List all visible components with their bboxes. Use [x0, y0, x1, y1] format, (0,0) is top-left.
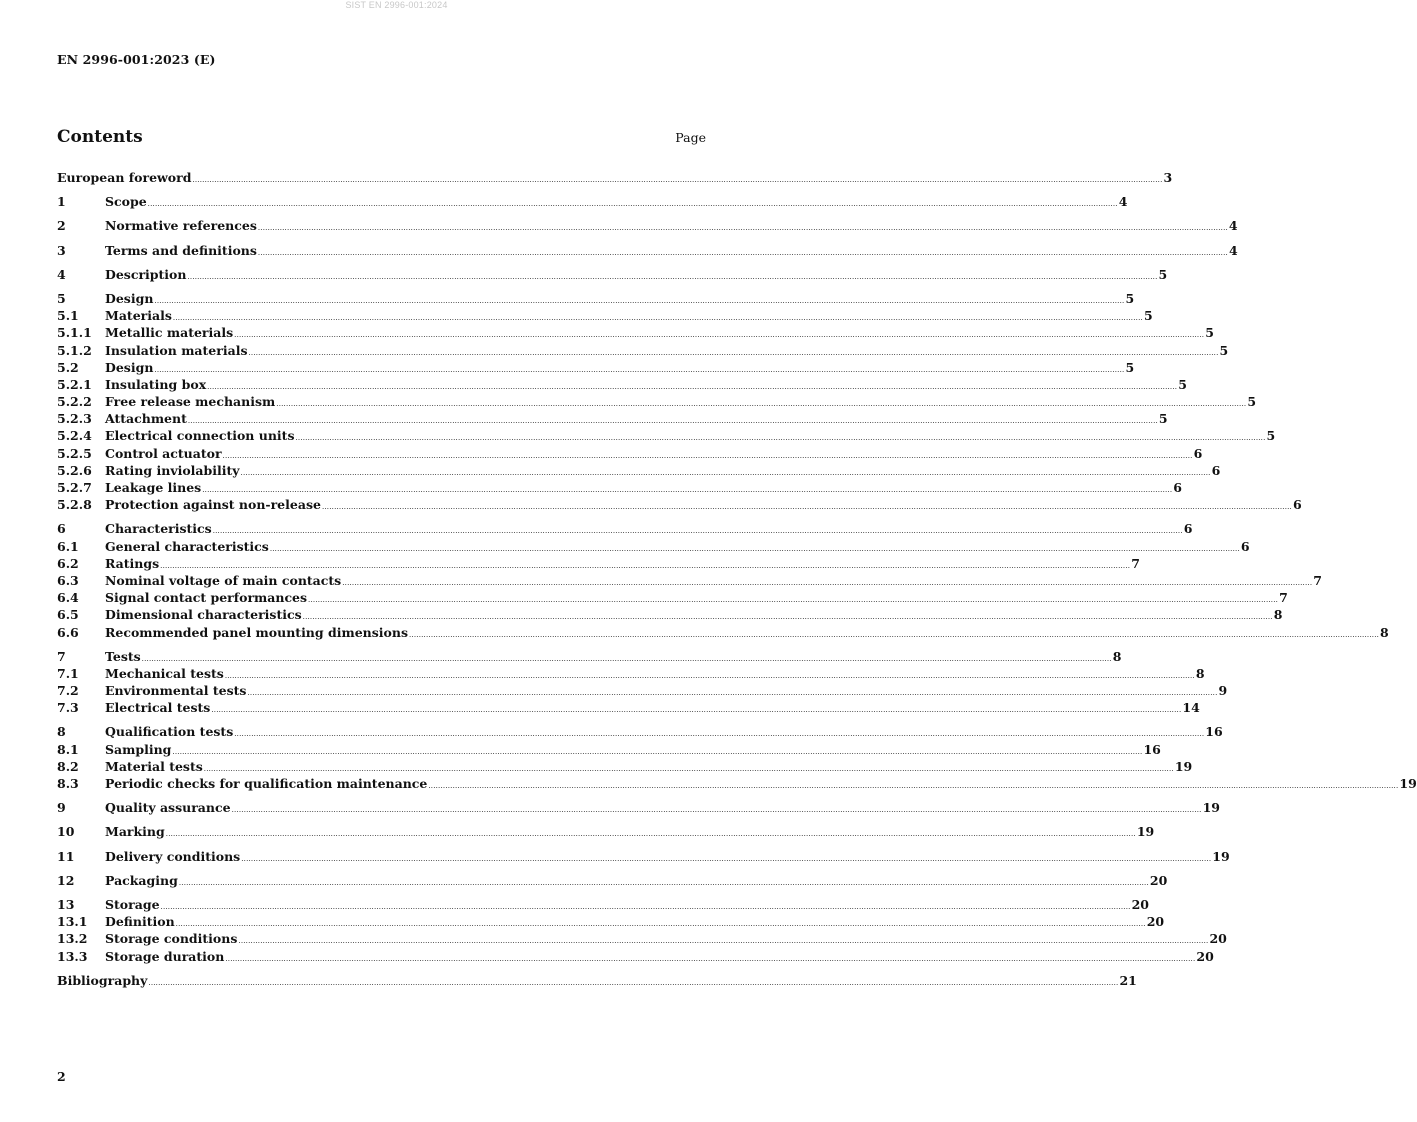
- toc-entry-number: 6.5: [57, 607, 79, 623]
- toc-entry-page: 6: [1193, 445, 1203, 461]
- toc-entry-page: 5: [1178, 376, 1187, 392]
- toc-entry-title: European foreword: [57, 170, 192, 185]
- toc-entry-page: 5: [1125, 290, 1135, 306]
- toc-entry-number: 5.2: [57, 359, 79, 375]
- toc-entry-number: 8.3: [57, 776, 79, 791]
- toc-entry-number: 5.2.7: [57, 480, 92, 495]
- toc-dot-leader: ................................................................................................................................................................................................................................................................................................................................................................................................................: [257, 248, 1228, 257]
- toc-entry[interactable]: [57, 948, 1214, 966]
- toc-entry-title: Insulating box: [105, 376, 207, 392]
- toc-entry-number: 5: [57, 290, 66, 306]
- toc-entry-number: 7.1: [57, 665, 79, 681]
- toc-entry[interactable]: [57, 607, 1283, 624]
- toc-entry-title: Terms and definitions: [105, 242, 257, 258]
- toc-entry-title: Signal contact performances: [105, 590, 308, 606]
- toc-dot-leader: ................................................................................................................................................................................................................................................................................................................................................................................................................: [231, 806, 1202, 815]
- toc-dot-leader: ................................................................................................................................................................................................................................................................................................................................................................................................................: [165, 830, 1136, 839]
- toc-entry-page: 5: [1266, 428, 1276, 444]
- toc-entry-title: Bibliography: [57, 972, 148, 988]
- toc-entry[interactable]: [57, 824, 1155, 841]
- toc-dot-leader: ................................................................................................................................................................................................................................................................................................................................................................................................................: [172, 747, 1143, 756]
- toc-group: [57, 242, 1238, 260]
- toc-entry[interactable]: [57, 555, 1140, 573]
- toc-entry[interactable]: [57, 359, 1135, 377]
- toc-dot-leader: ................................................................................................................................................................................................................................................................................................................................................................................................................: [428, 782, 1399, 790]
- toc-entry[interactable]: [57, 800, 1221, 817]
- toc-entry-title: Control actuator: [105, 445, 222, 461]
- toc-entry-number: 8: [57, 724, 66, 740]
- toc-entry-title: Packaging: [105, 872, 178, 888]
- toc-entry-title: Description: [105, 266, 187, 282]
- toc-dot-leader: ................................................................................................................................................................................................................................................................................................................................................................................................................: [409, 630, 1380, 639]
- toc-entry-number: 5.2.6: [57, 462, 92, 478]
- toc-entry-title: Storage conditions: [105, 931, 238, 947]
- toc-entry-title: Environmental tests: [105, 683, 247, 699]
- toc-dot-leader: ................................................................................................................................................................................................................................................................................................................................................................................................................: [295, 434, 1266, 443]
- toc-entry-page: 20: [1196, 948, 1214, 964]
- toc-entry-title: Periodic checks for qualification maintenance: [105, 776, 428, 791]
- toc-entry-page: 6: [1292, 497, 1302, 513]
- toc-entry-number: 6.6: [57, 624, 79, 640]
- toc-entry[interactable]: [57, 741, 1161, 759]
- toc-dot-leader: ................................................................................................................................................................................................................................................................................................................................................................................................................: [302, 613, 1273, 622]
- toc-group: [57, 800, 1221, 817]
- toc-dot-leader: ................................................................................................................................................................................................................................................................................................................................................................................................................: [147, 200, 1118, 209]
- toc-dot-leader: ................................................................................................................................................................................................................................................................................................................................................................................................................: [141, 654, 1112, 663]
- toc-entry[interactable]: [57, 972, 1137, 990]
- toc-entry-number: 5.1: [57, 308, 79, 324]
- toc-group: [57, 896, 1227, 966]
- toc-entry[interactable]: [57, 462, 1221, 480]
- toc-entry-title: Insulation materials: [105, 342, 248, 358]
- toc-entry[interactable]: [57, 521, 1193, 538]
- toc-entry-page: 20: [1146, 914, 1165, 930]
- toc-entry[interactable]: [57, 872, 1168, 890]
- toc-entry-title: Electrical tests: [105, 700, 211, 716]
- toc-dot-leader: ................................................................................................................................................................................................................................................................................................................................................................................................................: [148, 978, 1119, 987]
- toc-dot-leader: ................................................................................................................................................................................................................................................................................................................................................................................................................: [276, 400, 1247, 409]
- toc-entry-number: 7: [57, 648, 66, 664]
- toc-entry-title: Scope: [105, 194, 147, 210]
- toc-entry-page: 4: [1228, 218, 1238, 234]
- toc-entry-page: 19: [1212, 848, 1230, 864]
- toc-entry-page: 6: [1240, 538, 1250, 554]
- toc-dot-leader: ................................................................................................................................................................................................................................................................................................................................................................................................................: [160, 902, 1131, 911]
- toc-dot-leader: ................................................................................................................................................................................................................................................................................................................................................................................................................: [238, 937, 1209, 946]
- toc-entry-number: 6.4: [57, 590, 79, 606]
- toc-dot-leader: ................................................................................................................................................................................................................................................................................................................................................................................................................: [342, 578, 1313, 587]
- toc-group: [57, 724, 1417, 793]
- toc-dot-leader: ................................................................................................................................................................................................................................................................................................................................................................................................................: [222, 451, 1193, 460]
- toc-entry-number: 11: [57, 848, 75, 864]
- toc-entry-title: Leakage lines: [105, 480, 202, 495]
- toc-entry-title: Sampling: [105, 741, 172, 757]
- toc-entry-number: 5.2.4: [57, 428, 92, 444]
- toc-entry[interactable]: [57, 170, 1173, 187]
- toc-entry-number: 5.2.2: [57, 394, 92, 410]
- toc-entry-number: 5.2.3: [57, 411, 92, 427]
- toc-entry-title: Definition: [105, 914, 175, 930]
- toc-dot-leader: ................................................................................................................................................................................................................................................................................................................................................................................................................: [241, 854, 1212, 863]
- toc-entry-title: Rating inviolability: [105, 462, 240, 478]
- toc-entry-title: Mechanical tests: [105, 665, 224, 681]
- page-number: 2: [57, 1069, 66, 1084]
- toc-entry[interactable]: [57, 242, 1238, 260]
- toc-entry[interactable]: [57, 648, 1122, 666]
- toc-entry[interactable]: [57, 325, 1214, 342]
- toc-entry-number: 8.2: [57, 758, 79, 774]
- toc-entry-title: Ratings: [105, 555, 160, 571]
- toc-entry-page: 6: [1183, 521, 1193, 537]
- toc-entry-title: Electrical connection units: [105, 428, 295, 444]
- toc-group: [57, 972, 1137, 990]
- toc-dot-leader: ................................................................................................................................................................................................................................................................................................................................................................................................................: [187, 272, 1158, 281]
- toc-entry[interactable]: [57, 848, 1230, 866]
- toc-dot-leader: ................................................................................................................................................................................................................................................................................................................................................................................................................: [192, 176, 1163, 184]
- toc-dot-leader: ................................................................................................................................................................................................................................................................................................................................................................................................................: [211, 706, 1182, 715]
- toc-entry[interactable]: [57, 194, 1128, 211]
- toc-entry-page: 6: [1173, 480, 1182, 495]
- toc-dot-leader: ................................................................................................................................................................................................................................................................................................................................................................................................................: [269, 544, 1240, 553]
- toc-entry[interactable]: [57, 931, 1227, 948]
- toc-entry-title: Marking: [105, 824, 165, 840]
- toc-entry[interactable]: [57, 896, 1149, 914]
- toc-entry-number: 6.1: [57, 538, 79, 554]
- toc-entry[interactable]: [57, 914, 1165, 931]
- toc-entry-page: 4: [1228, 242, 1238, 258]
- toc-dot-leader: ................................................................................................................................................................................................................................................................................................................................................................................................................: [224, 671, 1195, 680]
- toc-entry-number: 5.1.2: [57, 342, 92, 358]
- toc-group: [57, 218, 1238, 235]
- toc-group: [57, 290, 1302, 514]
- toc-entry-title: Characteristics: [105, 521, 212, 537]
- toc-dot-leader: ................................................................................................................................................................................................................................................................................................................................................................................................................: [154, 296, 1125, 305]
- toc-entry-title: Attachment: [105, 411, 187, 427]
- toc-dot-leader: ................................................................................................................................................................................................................................................................................................................................................................................................................: [203, 764, 1174, 773]
- toc-dot-leader: ................................................................................................................................................................................................................................................................................................................................................................................................................: [257, 224, 1228, 233]
- toc-entry-page: 5: [1158, 266, 1168, 282]
- toc-entry[interactable]: [57, 480, 1182, 497]
- toc-entry-number: 8.1: [57, 741, 79, 757]
- toc-group: [57, 521, 1389, 641]
- toc-entry-title: Free release mechanism: [105, 394, 276, 410]
- toc-entry-number: 13: [57, 896, 75, 912]
- toc-dot-leader: ................................................................................................................................................................................................................................................................................................................................................................................................................: [202, 486, 1173, 494]
- toc-dot-leader: ................................................................................................................................................................................................................................................................................................................................................................................................................: [308, 596, 1279, 605]
- toc-entry-number: 9: [57, 800, 66, 816]
- toc-entry-page: 5: [1205, 325, 1214, 341]
- toc-entry-number: 5.2.8: [57, 497, 92, 513]
- toc-entry[interactable]: [57, 724, 1223, 741]
- toc-group: [57, 648, 1228, 718]
- toc-entry-title: Normative references: [105, 218, 257, 234]
- toc-entry-page: 20: [1209, 931, 1227, 947]
- toc-dot-leader: ................................................................................................................................................................................................................................................................................................................................................................................................................: [247, 689, 1218, 698]
- toc-entry[interactable]: [57, 428, 1276, 445]
- toc-entry-title: Protection against non-release: [105, 497, 321, 513]
- toc-dot-leader: ................................................................................................................................................................................................................................................................................................................................................................................................................: [187, 417, 1158, 426]
- toc-entry-page: 20: [1131, 896, 1149, 912]
- toc-entry-page: 3: [1163, 170, 1173, 185]
- watermark: SIST EN 2996-001:2024: [345, 0, 448, 10]
- toc-entry-page: 14: [1182, 700, 1200, 716]
- toc-dot-leader: ................................................................................................................................................................................................................................................................................................................................................................................................................: [172, 314, 1143, 323]
- toc-entry-page: 5: [1247, 394, 1257, 410]
- toc-dot-leader: ................................................................................................................................................................................................................................................................................................................................................................................................................: [175, 920, 1146, 929]
- toc-entry-title: Material tests: [105, 758, 203, 774]
- toc-entry-number: 2: [57, 218, 66, 234]
- toc-entry-title: Delivery conditions: [105, 848, 241, 864]
- toc-group: [57, 194, 1128, 211]
- toc-entry-title: Storage duration: [105, 948, 225, 964]
- toc-entry[interactable]: [57, 590, 1288, 607]
- toc-entry-number: 13.1: [57, 914, 88, 930]
- toc-entry-page: 6: [1211, 462, 1221, 478]
- toc-entry-page: 19: [1399, 776, 1417, 791]
- toc-entry-page: 16: [1143, 741, 1161, 757]
- toc-entry[interactable]: [57, 538, 1250, 556]
- toc-entry-number: 3: [57, 242, 66, 258]
- toc-entry-page: 8: [1112, 648, 1122, 664]
- toc-dot-leader: ................................................................................................................................................................................................................................................................................................................................................................................................................: [234, 730, 1205, 739]
- toc-entry-number: 6.3: [57, 572, 79, 588]
- toc-entry-number: 13.3: [57, 948, 88, 964]
- toc-entry[interactable]: [57, 376, 1187, 394]
- toc-entry-number: 6.2: [57, 555, 79, 571]
- toc-dot-leader: ................................................................................................................................................................................................................................................................................................................................................................................................................: [248, 348, 1219, 357]
- toc-entry-number: 10: [57, 824, 75, 840]
- toc-entry[interactable]: [57, 218, 1238, 235]
- toc-entry-title: Quality assurance: [105, 800, 231, 816]
- toc-entry[interactable]: [57, 342, 1229, 360]
- toc-entry-number: 12: [57, 872, 75, 888]
- toc-entry-page: 5: [1125, 359, 1135, 375]
- toc-entry-page: 19: [1202, 800, 1221, 816]
- toc-entry-title: Recommended panel mounting dimensions: [105, 624, 408, 640]
- toc-entry[interactable]: [57, 665, 1205, 683]
- toc-entry-page: 8: [1195, 665, 1205, 681]
- toc-entry[interactable]: [57, 445, 1203, 463]
- toc-entry-title: Nominal voltage of main contacts: [105, 572, 342, 588]
- toc-entry-number: 6: [57, 521, 66, 537]
- toc-dot-leader: ................................................................................................................................................................................................................................................................................................................................................................................................................: [178, 878, 1149, 887]
- toc-entry[interactable]: [57, 394, 1257, 411]
- table-of-contents: [57, 170, 1417, 997]
- toc-entry-title: Design: [105, 359, 154, 375]
- toc-group: [57, 824, 1155, 841]
- toc-entry[interactable]: [57, 290, 1135, 308]
- toc-entry-page: 21: [1119, 972, 1137, 988]
- toc-group: [57, 872, 1168, 890]
- toc-entry-page: 16: [1205, 724, 1223, 740]
- toc-entry-page: 5: [1158, 411, 1168, 427]
- toc-entry-title: Design: [105, 290, 154, 306]
- toc-entry-page: 8: [1380, 624, 1389, 640]
- toc-entry-number: 5.2.1: [57, 376, 92, 392]
- contents-title: Contents: [57, 127, 143, 147]
- toc-entry-page: 7: [1313, 572, 1322, 588]
- toc-entry-number: 5.1.1: [57, 325, 92, 341]
- toc-group: [57, 266, 1168, 284]
- toc-entry-page: 4: [1118, 194, 1128, 210]
- toc-entry[interactable]: [57, 700, 1200, 717]
- toc-entry-title: General characteristics: [105, 538, 269, 554]
- toc-entry-title: Dimensional characteristics: [105, 607, 302, 623]
- toc-entry-page: 19: [1136, 824, 1155, 840]
- toc-entry[interactable]: [57, 266, 1168, 284]
- toc-dot-leader: ................................................................................................................................................................................................................................................................................................................................................................................................................: [240, 468, 1211, 477]
- toc-entry-title: Materials: [105, 308, 172, 324]
- toc-entry[interactable]: [57, 497, 1302, 514]
- toc-group: [57, 170, 1173, 187]
- toc-dot-leader: ................................................................................................................................................................................................................................................................................................................................................................................................................: [212, 527, 1183, 536]
- toc-dot-leader: ................................................................................................................................................................................................................................................................................................................................................................................................................: [160, 561, 1131, 570]
- page-column-label: Page: [675, 130, 706, 145]
- toc-entry-page: 7: [1279, 590, 1288, 606]
- toc-dot-leader: ................................................................................................................................................................................................................................................................................................................................................................................................................: [234, 331, 1205, 340]
- toc-entry[interactable]: [57, 758, 1193, 776]
- toc-entry[interactable]: [57, 411, 1168, 428]
- toc-dot-leader: ................................................................................................................................................................................................................................................................................................................................................................................................................: [225, 954, 1196, 963]
- toc-entry[interactable]: [57, 776, 1417, 793]
- toc-dot-leader: ................................................................................................................................................................................................................................................................................................................................................................................................................: [154, 365, 1125, 374]
- toc-entry[interactable]: [57, 308, 1153, 325]
- toc-entry-page: 19: [1174, 758, 1193, 774]
- toc-entry-number: 1: [57, 194, 66, 210]
- toc-dot-leader: ................................................................................................................................................................................................................................................................................................................................................................................................................: [207, 382, 1178, 391]
- toc-entry-number: 5.2.5: [57, 445, 92, 461]
- toc-entry[interactable]: [57, 572, 1322, 590]
- toc-entry-title: Metallic materials: [105, 325, 234, 341]
- toc-entry-page: 7: [1131, 555, 1140, 571]
- toc-entry-title: Qualification tests: [105, 724, 234, 740]
- toc-entry-title: Tests: [105, 648, 141, 664]
- document-id: EN 2996-001:2023 (E): [57, 52, 216, 67]
- toc-entry-page: 8: [1273, 607, 1283, 623]
- toc-entry[interactable]: [57, 683, 1228, 700]
- toc-entry[interactable]: [57, 624, 1389, 642]
- toc-entry-number: 7.3: [57, 700, 79, 716]
- toc-entry-number: 13.2: [57, 931, 88, 947]
- toc-entry-number: 4: [57, 266, 66, 282]
- toc-entry-page: 5: [1219, 342, 1229, 358]
- toc-entry-page: 20: [1149, 872, 1168, 888]
- toc-entry-number: 7.2: [57, 683, 79, 699]
- toc-entry-page: 9: [1218, 683, 1228, 699]
- toc-dot-leader: ................................................................................................................................................................................................................................................................................................................................................................................................................: [321, 503, 1292, 512]
- toc-group: [57, 848, 1230, 866]
- toc-entry-page: 5: [1143, 308, 1153, 324]
- toc-entry-title: Storage: [105, 896, 160, 912]
